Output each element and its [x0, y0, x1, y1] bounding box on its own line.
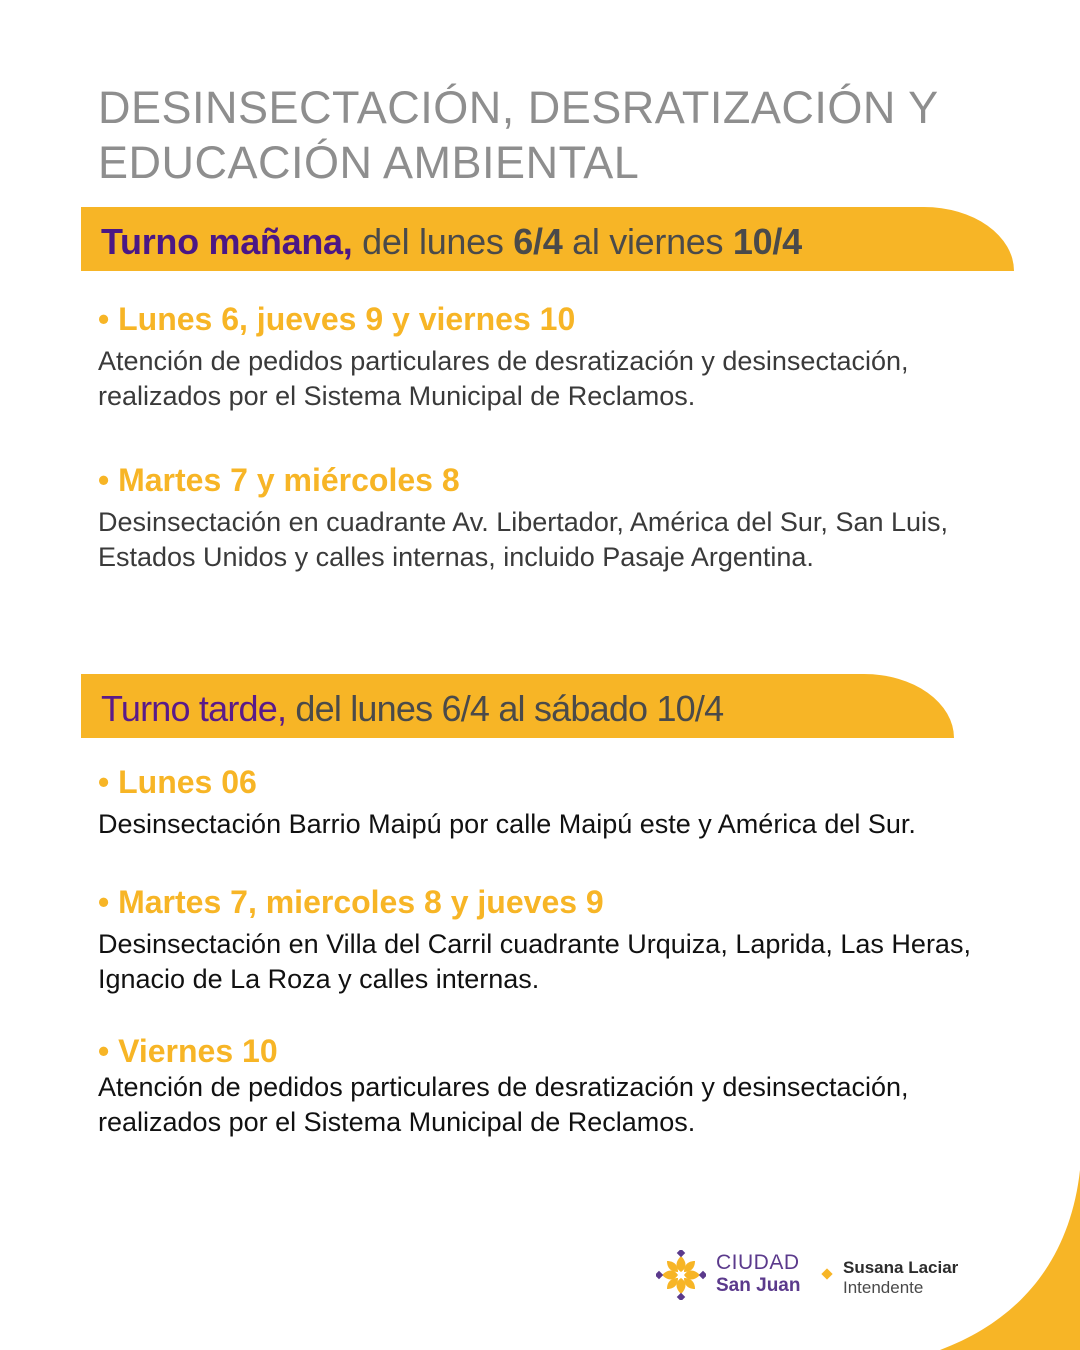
morning-shift-banner [81, 207, 1014, 271]
afternoon-item-3 [98, 1032, 1038, 1140]
afternoon-item-1 [98, 763, 1038, 842]
morning-shift-text [101, 207, 802, 271]
afternoon-item-2 [98, 883, 1038, 997]
afternoon-item-2-heading: • Martes 7, miercoles 8 y jueves 9 [98, 884, 604, 920]
footer-branding [656, 1250, 986, 1300]
morning-item-2-body: Desinsectación en cuadrante Av. Libertador, América del Sur, San Luis, Estados Unidos y calles internas, incluido Pasaje Argentina. [98, 507, 949, 572]
brand-ciudad: CIUDAD [716, 1251, 800, 1274]
afternoon-item-1-body: Desinsectación Barrio Maipú por calle Maipú este y América del Sur. [98, 809, 916, 839]
afternoon-shift-dates: del lunes 6/4 al sábado 10/4 [286, 688, 724, 729]
morning-shift-start-date: 6/4 [513, 221, 563, 262]
afternoon-item-2-body: Desinsectación en Villa del Carril cuadrante Urquiza, Laprida, Las Heras, Ignacio de La Roza y calles internas. [98, 929, 971, 994]
afternoon-shift-banner [81, 674, 954, 738]
afternoon-item-1-heading: • Lunes 06 [98, 764, 257, 800]
morning-item-2-heading: • Martes 7 y miércoles 8 [98, 462, 460, 498]
ciudad-san-juan-logo-icon [656, 1250, 706, 1300]
afternoon-item-3-heading: • Viernes 10 [98, 1033, 278, 1069]
morning-item-2 [98, 461, 1038, 575]
afternoon-shift-text [101, 674, 723, 738]
afternoon-shift-label: Turno tarde, [101, 688, 287, 729]
morning-item-1 [98, 300, 1038, 414]
mayor-role: Intendente [843, 1278, 924, 1297]
morning-shift-end-date: 10/4 [732, 221, 802, 262]
mayor-name: Susana Laciar [843, 1258, 959, 1277]
morning-item-1-heading: • Lunes 6, jueves 9 y viernes 10 [98, 301, 576, 337]
page-title: DESINSECTACIÓN, DESRATIZACIÓN Y EDUCACIÓN AMBIENTAL [98, 82, 938, 188]
corner-arc-decoration [940, 1170, 1080, 1350]
morning-item-1-body: Atención de pedidos particulares de desratización y desinsectación, realizados por el Sistema Municipal de Reclamos. [98, 346, 909, 411]
separator-diamond-icon [821, 1268, 832, 1279]
afternoon-item-3-body: Atención de pedidos particulares de desratización y desinsectación, realizados por el Sistema Municipal de Reclamos. [98, 1072, 909, 1137]
morning-shift-text-1: del lunes [352, 221, 514, 262]
brand-san-juan: San Juan [716, 1275, 801, 1296]
morning-shift-text-2: al viernes [562, 221, 733, 262]
morning-shift-label: Turno mañana, [101, 221, 353, 262]
